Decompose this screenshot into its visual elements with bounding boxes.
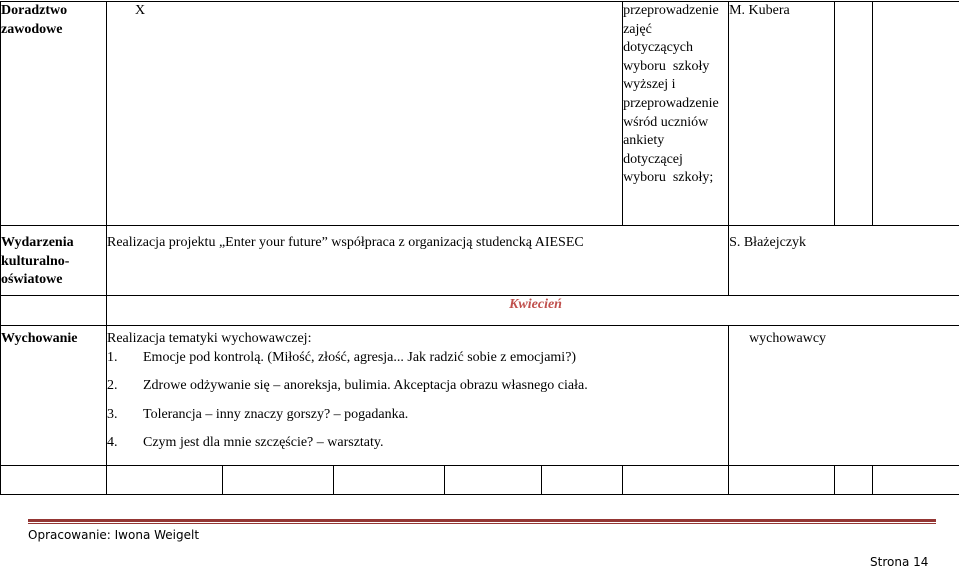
footer-rule [28, 519, 936, 522]
empty-cell [107, 466, 223, 495]
category-line: Wydarzenia [1, 234, 106, 253]
list-item [107, 406, 728, 425]
category-label: Doradztwo zawodowe [1, 3, 67, 37]
month-header [107, 296, 959, 326]
activity-line: przeprowadzenie [623, 95, 728, 114]
list-item [107, 434, 728, 453]
activity-line: wyższej i [623, 76, 728, 95]
table-row-wychowanie [1, 326, 959, 466]
category-cell-doradztwo [1, 2, 107, 226]
activity-cell-doradztwo [623, 2, 729, 226]
activity-table [0, 1, 959, 495]
activity-line: wyboru szkoły; [623, 169, 728, 188]
responsible-cell-doradztwo [729, 2, 835, 226]
category-label: Wychowanie [1, 331, 77, 346]
activity-line: dotyczącej [623, 151, 728, 170]
list-item [107, 349, 728, 368]
activity-line: przeprowadzenie [623, 2, 728, 21]
activity-line: zajęć [623, 21, 728, 40]
category-line: oświatowe [1, 271, 106, 290]
activity-text: Realizacja projektu „Enter your future” współpraca z organizacją studencką AIESEC [107, 235, 584, 250]
mark-x: X [135, 3, 145, 18]
empty-cell [873, 466, 959, 495]
activity-line: ankiety [623, 132, 728, 151]
activity-line: dotyczących [623, 39, 728, 58]
footer-rule-thin [28, 523, 936, 524]
item-number: 2. [107, 377, 143, 396]
item-text: Tolerancja – inny znaczy gorszy? – pogadanka. [143, 407, 408, 422]
empty-cell [445, 466, 542, 495]
page-number: Strona 14 [870, 555, 928, 569]
mark-cell [107, 2, 623, 226]
activity-cell-wydarzenia [107, 226, 729, 296]
empty-cell [729, 466, 835, 495]
responsible-name: S. Błażejczyk [729, 235, 806, 250]
responsible-cell-wydarzenia [729, 226, 959, 296]
activity-line: wśród uczniów [623, 114, 728, 133]
table-row-month [1, 296, 959, 326]
item-number: 1. [107, 349, 143, 368]
activity-line: wyboru szkoły [623, 58, 728, 77]
table-row-wydarzenia [1, 226, 959, 296]
responsible-name: M. Kubera [729, 3, 790, 18]
list-item [107, 377, 728, 396]
responsible-name: wychowawcy [749, 331, 826, 346]
empty-cell [835, 466, 873, 495]
category-cell-wydarzenia [1, 226, 107, 296]
category-cell-wychowanie [1, 326, 107, 466]
empty-cell [334, 466, 445, 495]
item-text: Zdrowe odżywanie się – anoreksja, bulimia. Akceptacja obrazu własnego ciała. [143, 378, 588, 393]
activity-cell-wychowanie [107, 326, 729, 466]
item-text: Czym jest dla mnie szczęście? – warsztaty. [143, 435, 384, 450]
topic-list [107, 330, 728, 453]
table-row-empty [1, 466, 959, 495]
responsible-cell-wychowanie [729, 326, 959, 466]
empty-cell [1, 296, 107, 326]
empty-cell [223, 466, 334, 495]
category-line: kulturalno- [1, 253, 106, 272]
item-number: 3. [107, 406, 143, 425]
empty-cell [542, 466, 623, 495]
empty-cell [835, 2, 873, 226]
item-number: 4. [107, 434, 143, 453]
topic-intro: Realizacja tematyki wychowawczej: [107, 330, 728, 349]
month-label: Kwiecień [509, 297, 562, 312]
footer-author: Opracowanie: Iwona Weigelt [28, 528, 199, 542]
empty-cell [873, 2, 959, 226]
item-text: Emocje pod kontrolą. (Miłość, złość, agresja... Jak radzić sobie z emocjami?) [143, 350, 576, 365]
empty-cell [623, 466, 729, 495]
empty-cell [1, 466, 107, 495]
table-row-doradztwo [1, 2, 959, 226]
